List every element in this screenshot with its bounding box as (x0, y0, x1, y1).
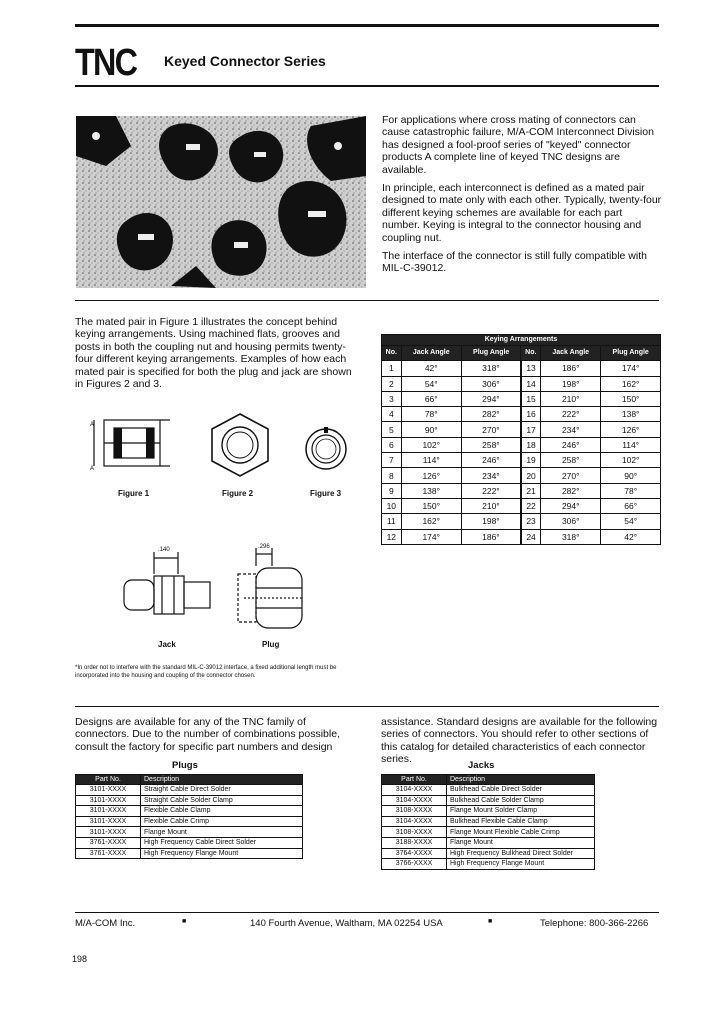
plug-description: Flexible Cable Crimp (141, 816, 303, 827)
keying-cell: 114° (401, 453, 461, 468)
designs-text-right: assistance. Standard designs are available for the following series of connectors. You should refer to other sections of this catalog for detailed characteristics of each connector series. (381, 716, 658, 766)
jack-part-number: 3766-XXXX (382, 859, 447, 870)
keying-col-plug-2: Plug Angle (601, 346, 661, 361)
jack-description: Bulkhead Cable Direct Solder (447, 785, 595, 796)
keying-cell: 12 (382, 529, 402, 544)
jack-row (382, 816, 595, 827)
jack-row (382, 785, 595, 796)
connector-photo (76, 116, 366, 288)
figure-1-label: Figure 1 (118, 489, 150, 498)
keying-cell: 162° (401, 514, 461, 529)
keying-cell: 282° (461, 407, 521, 422)
jack-row (382, 806, 595, 817)
jacks-header-part: Part No. (382, 775, 447, 785)
jack-part-number: 3108-XXXX (382, 827, 447, 838)
footer-company: M/A-COM Inc. (75, 918, 136, 929)
keying-cell: 66° (401, 391, 461, 406)
keying-cell: 20 (521, 468, 541, 483)
keying-cell: 294° (541, 498, 601, 513)
keying-cell: 318° (541, 529, 601, 544)
jacks-header-description: Description (447, 775, 595, 785)
plug-description: High Frequency Cable Direct Solder (141, 837, 303, 848)
plug-description: Flange Mount (141, 827, 303, 838)
keying-cell: 222° (461, 483, 521, 498)
keying-cell: 246° (461, 453, 521, 468)
plug-part-number: 3101-XXXX (76, 785, 141, 796)
keying-col-no-2: No. (521, 346, 541, 361)
keying-cell: 186° (541, 361, 601, 376)
keying-cell: 54° (601, 514, 661, 529)
plug-description: Straight Cable Solder Clamp (141, 795, 303, 806)
keying-cell: 9 (382, 483, 402, 498)
keying-table-body (382, 361, 661, 545)
jack-row (382, 795, 595, 806)
keying-cell: 8 (382, 468, 402, 483)
intro-paragraph-3: The interface of the connector is still fully compatible with MIL-C-39012. (382, 250, 647, 275)
jack-part-number: 3104-XXXX (382, 795, 447, 806)
keying-cell: 258° (541, 453, 601, 468)
keying-cell: 318° (461, 361, 521, 376)
footer-bullet-1: ■ (182, 918, 187, 925)
keying-cell: 234° (461, 468, 521, 483)
plug-dimension: .296 (258, 544, 270, 550)
keying-col-no-1: No. (382, 346, 402, 361)
plug-description: Straight Cable Direct Solder (141, 785, 303, 796)
keying-row (382, 407, 661, 422)
keying-row (382, 391, 661, 406)
jack-part-number: 3108-XXXX (382, 806, 447, 817)
keying-cell: 10 (382, 498, 402, 513)
jack-description: High Frequency Bulkhead Direct Solder (447, 848, 595, 859)
jack-row (382, 827, 595, 838)
keying-cell: 66° (601, 498, 661, 513)
keying-cell: 90° (401, 422, 461, 437)
jacks-table (381, 774, 595, 870)
jack-row (382, 837, 595, 848)
plug-row (76, 785, 303, 796)
figure-2-label: Figure 2 (222, 489, 254, 498)
keying-col-jack-2: Jack Angle (541, 346, 601, 361)
intro-paragraph-1: For applications where cross mating of connectors can cause catastrophic failure, M/A-COM Interconnect Division has designed a fool-proof series of "keyed" connector products A complete line of keyed TNC designs are available. (382, 114, 654, 176)
jack-drawing (118, 548, 214, 626)
keying-cell: 6 (382, 437, 402, 452)
keying-cell: 42° (601, 529, 661, 544)
footnote: *In order not to interfere with the standard MIL-C-39012 interface, a fixed additional length must be incorporated into the housing and coupling of the connector chosen. (75, 665, 337, 679)
keying-cell: 114° (601, 437, 661, 452)
keying-cell: 42° (401, 361, 461, 376)
plugs-table (75, 774, 303, 859)
jack-description: Flange Mount Solder Clamp (447, 806, 595, 817)
jack-dimension: .140 (158, 547, 170, 553)
jack-row (382, 848, 595, 859)
keying-cell: 258° (461, 437, 521, 452)
footer-rule (75, 912, 659, 913)
jack-description: Bulkhead Flexible Cable Clamp (447, 816, 595, 827)
keying-cell: 150° (601, 391, 661, 406)
plug-row (76, 806, 303, 817)
keying-cell: 1 (382, 361, 402, 376)
figure-3-label: Figure 3 (310, 489, 342, 498)
keying-row (382, 453, 661, 468)
plug-row (76, 795, 303, 806)
figure-3-drawing (303, 426, 349, 472)
footer-bullet-2: ■ (488, 918, 493, 925)
plug-part-number: 3761-XXXX (76, 837, 141, 848)
section-rule-2 (75, 706, 659, 707)
jack-part-number: 3104-XXXX (382, 785, 447, 796)
keying-cell: 78° (401, 407, 461, 422)
keying-cell: 198° (541, 376, 601, 391)
keying-cell: 102° (601, 453, 661, 468)
figure-1-drawing (90, 412, 172, 474)
keying-cell: 15 (521, 391, 541, 406)
svg-text:A: A (90, 422, 95, 428)
plug-drawing (232, 546, 312, 636)
keying-cell: 17 (521, 422, 541, 437)
series-title: Keyed Connector Series (164, 53, 326, 69)
keying-cell: 234° (541, 422, 601, 437)
keying-row (382, 498, 661, 513)
keying-col-jack-1: Jack Angle (401, 346, 461, 361)
jack-row (382, 859, 595, 870)
footer-address: 140 Fourth Avenue, Waltham, MA 02254 USA (250, 918, 443, 929)
plug-label: Plug (262, 640, 280, 649)
jacks-title: Jacks (468, 760, 495, 771)
keying-cell: 78° (601, 483, 661, 498)
intro-text (382, 114, 662, 281)
connector-photo-graphic (76, 116, 366, 288)
keying-cell: 306° (461, 376, 521, 391)
keying-cell: 210° (461, 498, 521, 513)
plugs-header-description: Description (141, 775, 303, 785)
keying-row (382, 468, 661, 483)
keying-cell: 21 (521, 483, 541, 498)
keying-col-plug-1: Plug Angle (461, 346, 521, 361)
keying-cell: 3 (382, 391, 402, 406)
keying-cell: 24 (521, 529, 541, 544)
keying-cell: 19 (521, 453, 541, 468)
keying-cell: 174° (601, 361, 661, 376)
keying-cell: 23 (521, 514, 541, 529)
jack-part-number: 3764-XXXX (382, 848, 447, 859)
keying-cell: 22 (521, 498, 541, 513)
keying-cell: 138° (401, 483, 461, 498)
keying-cell: 270° (541, 468, 601, 483)
keying-cell: 7 (382, 453, 402, 468)
designs-text-left: Designs are available for any of the TNC family of connectors. Due to the number of combinations possible, consult the factory for specific part numbers and design (75, 716, 340, 753)
mated-pair-text: The mated pair in Figure 1 illustrates the concept behind keying arrangements. Using machined flats, grooves and posts in both the coupling nut and housing permits twenty-four different keying arrangements. Examples of how each mated pair is specified for both the plug and jack are shown in Figures 2 and 3. (75, 316, 352, 391)
keying-cell: 13 (521, 361, 541, 376)
keying-row (382, 514, 661, 529)
keying-row (382, 437, 661, 452)
keying-cell: 126° (401, 468, 461, 483)
brand-title: TNC (75, 42, 137, 84)
keying-cell: 90° (601, 468, 661, 483)
plug-row (76, 848, 303, 859)
keying-row (382, 376, 661, 391)
jack-description: High Frequency Flange Mount (447, 859, 595, 870)
plug-part-number: 3101-XXXX (76, 806, 141, 817)
keying-row (382, 422, 661, 437)
keying-cell: 162° (601, 376, 661, 391)
figure-2-drawing (208, 412, 272, 478)
section-rule (75, 300, 659, 301)
header-rule (75, 85, 659, 87)
plug-part-number: 3761-XXXX (76, 848, 141, 859)
keying-cell: 198° (461, 514, 521, 529)
keying-table (381, 334, 661, 545)
plugs-header-part: Part No. (76, 775, 141, 785)
keying-cell: 174° (401, 529, 461, 544)
keying-cell: 11 (382, 514, 402, 529)
jack-description: Flange Mount (447, 837, 595, 848)
keying-cell: 246° (541, 437, 601, 452)
keying-row (382, 529, 661, 544)
keying-cell: 210° (541, 391, 601, 406)
keying-cell: 14 (521, 376, 541, 391)
keying-cell: 150° (401, 498, 461, 513)
page-number: 198 (72, 954, 88, 964)
keying-cell: 18 (521, 437, 541, 452)
jack-part-number: 3188-XXXX (382, 837, 447, 848)
plug-row (76, 837, 303, 848)
svg-text:A: A (90, 466, 95, 472)
keying-row (382, 483, 661, 498)
keying-cell: 282° (541, 483, 601, 498)
keying-cell: 270° (461, 422, 521, 437)
intro-paragraph-2: In principle, each interconnect is defined as a mated pair designed to mate only with each other. Typically, twenty-four different keying schemes are available for each part number. Keying is integral to the connector housing and coupling nut. (382, 182, 662, 244)
plug-part-number: 3101-XXXX (76, 795, 141, 806)
keying-cell: 2 (382, 376, 402, 391)
keying-cell: 16 (521, 407, 541, 422)
plug-row (76, 816, 303, 827)
plug-part-number: 3101-XXXX (76, 827, 141, 838)
plug-row (76, 827, 303, 838)
top-rule (75, 24, 659, 27)
keying-cell: 222° (541, 407, 601, 422)
keying-cell: 54° (401, 376, 461, 391)
plugs-title: Plugs (172, 760, 198, 771)
keying-cell: 102° (401, 437, 461, 452)
plug-part-number: 3101-XXXX (76, 816, 141, 827)
plug-description: High Frequency Flange Mount (141, 848, 303, 859)
footer-telephone: Telephone: 800-366-2266 (540, 918, 649, 929)
keying-cell: 5 (382, 422, 402, 437)
jack-description: Bulkhead Cable Solder Clamp (447, 795, 595, 806)
keying-cell: 126° (601, 422, 661, 437)
keying-cell: 186° (461, 529, 521, 544)
jack-description: Flange Mount Flexible Cable Crimp (447, 827, 595, 838)
keying-table-group-header: Keying Arrangements (382, 335, 661, 346)
keying-cell: 4 (382, 407, 402, 422)
keying-cell: 294° (461, 391, 521, 406)
jack-part-number: 3104-XXXX (382, 816, 447, 827)
keying-row (382, 361, 661, 376)
plug-description: Flexible Cable Clamp (141, 806, 303, 817)
keying-cell: 306° (541, 514, 601, 529)
keying-cell: 138° (601, 407, 661, 422)
jack-label: Jack (158, 640, 176, 649)
